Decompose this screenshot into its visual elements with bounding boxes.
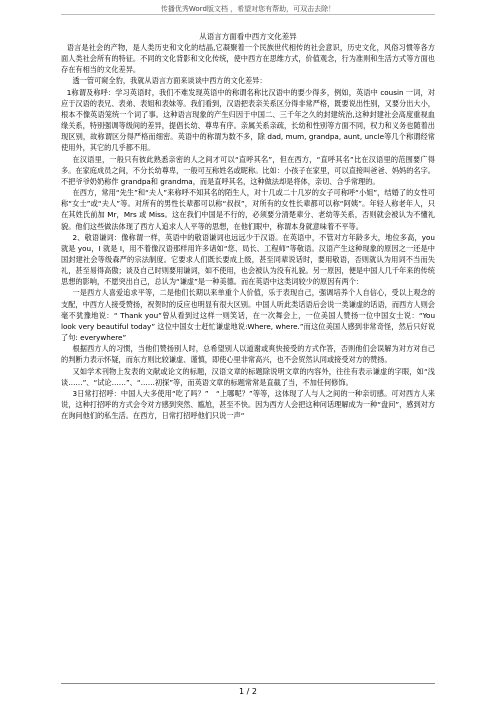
- page-number: 1 / 2: [239, 687, 257, 696]
- header-rule: [61, 14, 435, 15]
- paragraph: 在西方，常用“先生”和“夫人”来称呼不知其名的陌生人，对十几或二十几岁的女子可称呼“小姐”，结婚了的女性可称“女士”或“夫人”等。对所有的男性长辈都可以称“叔叔”，对所有的女性长辈都可以称“阿姨”。年轻人称老年人，只在其姓氏前加 Mr，Mrs 或 Miss。这在我们中国是不行的，必须要分清楚辈分、老幼等关系，否则就会被认为不懂礼貌。他们这些做法体现了西方人追求人人平等的思想，在他们眼中，称谓本身就意味着不平等。: [61, 188, 435, 231]
- document-title: 从语言方面看中西方文化差异: [199, 32, 297, 41]
- paragraph: 2、敬语谦词：像称谓一样，英语中的敬语谦词也远远少于汉语。在英语中，不管对方年龄多大，地位多高，you 就是 you，I 就是 I，用不着像汉语那样用许多诸如“您、局长、工程师”等敬语。汉语产生这种现象的原因之一还是中国封建社会等级森严的宗法制度。它要求人们既长要成上级，甚至同辈说话时，要用敬语，否则就认为用词不当而失礼，甚至易得高傲；谈及自己时则要用谦词，如不使用，也会被认为没有礼貌。另一原因，便是中国人几千年来的传统思想的影响，不愿突出自己，总认为“谦虚”是一种美德。而在英语中这类词较少的原因有两个：: [61, 232, 435, 287]
- paragraph: 1称谓及称呼：学习英语时，我们不难发现英语中的称谓名称比汉语中的要少得多，例如，英语中 cousin 一词，对应于汉语的表兄、表弟、表姐和表妹等。我们看到，汉语把表亲关系区分得非常严格，既要说出性别，又要分出大小，根本不像英语笼统一个词了事。这种语言现象的产生归因于中国二、三千年之久的封建统治,这种封建社会高度重视血缘关系，特别强调等级间的差异，提倡长幼、尊卑有序。亲属关系亲疏，长幼和性别等方面不同，权力和义务也随着出现区别，故称谓区分得严格而细密。英语中的称谓为数不多，除 dad, mum, grandpa, aunt, uncle等几个称谓经常使用外，其它的几乎都不用。: [61, 87, 435, 153]
- document-banner: 传播优秀Word版文档 ，希望对您有帮助，可双击去除！: [160, 5, 336, 13]
- document-body: [61, 42, 435, 421]
- footer-rule: [61, 683, 435, 684]
- paragraph: 语言是社会的产物，是人类历史和文化的结晶,它凝聚着一个民族世代相传的社会意识，历史文化，风俗习惯等各方面人类社会所有的特征。不同的文化背影和文化传统，使中西方在思维方式，价值观念，行为准则和生活方式等方面也存在有相当的文化差异。: [61, 43, 435, 75]
- paragraph: 在汉语里，一般只有彼此熟悉亲密的人之间才可以“直呼其名”，但在西方，“直呼其名”比在汉语里的范围要广得多。在家庭成员之间，不分长幼尊卑，一般可互称姓名或昵称。比如：小孩子在家里，可以直接叫爸爸、妈妈的名字。不把爷爷奶奶称作 grandpa和 grandma，而是直呼其名，这种做法却是将体，亲切、合乎常理的。: [61, 154, 435, 186]
- paragraph: 根据西方人的习惯，当他们赞扬别人时，总希望别人以道谢或爽快接受的方式作答，否则他们会误解为对方对自己的判断力表示怀疑，而东方则比较谦虚、谨慎，即使心里非常高兴，也不会贸然认同或接受对方的赞扬。: [61, 344, 435, 365]
- paragraph: 又如学术刊物上发表的文献或论文的标题，汉语文章的标题除说明文章的内容外，往往有表示谦虚的字眼，如“浅谈……”、“试论……”、“……初探”等，而英语文章的标题常常是直截了当，不加任何修饰。: [61, 366, 435, 387]
- paragraph: 一是西方人喜爱追求平等，二是他们长期以来单重个人价值，乐于表现自己，强调培养个人自信心，受以上观念的支配，中西方人接受赞扬，祝贺时的反应也明显有很大区别。中国人听此类话语后会说一类谦虚的话语，而西方人则会毫不犹豫地说：“ Thank you”曾从看到过这样一则笑话，在一次舞会上，一位美国人赞扬一位中国女士说：“You look very beautiful today” 这位中国女士赶忙谦虚地说:Where, where.”而这位美国人感到非常奇怪，然后只好说了句: everywhere”: [61, 288, 435, 343]
- paragraph: 3日常打招呼：中国人大多使用“吃了吗？” “上哪呢？”等等，这体现了人与人之间的一种亲切感。可对西方人来说，这种打招呼的方式会令对方感到突然、尴尬，甚至不快。因为西方人会把这种问话理解成为一种“盘问”，感到对方在询问他们的私生活。在西方，日常打招呼他们只说一声“: [61, 388, 436, 421]
- paragraph: 透一管可窥全豹，我就从语言方面来谈谈中西方的文化差异：: [72, 76, 267, 86]
